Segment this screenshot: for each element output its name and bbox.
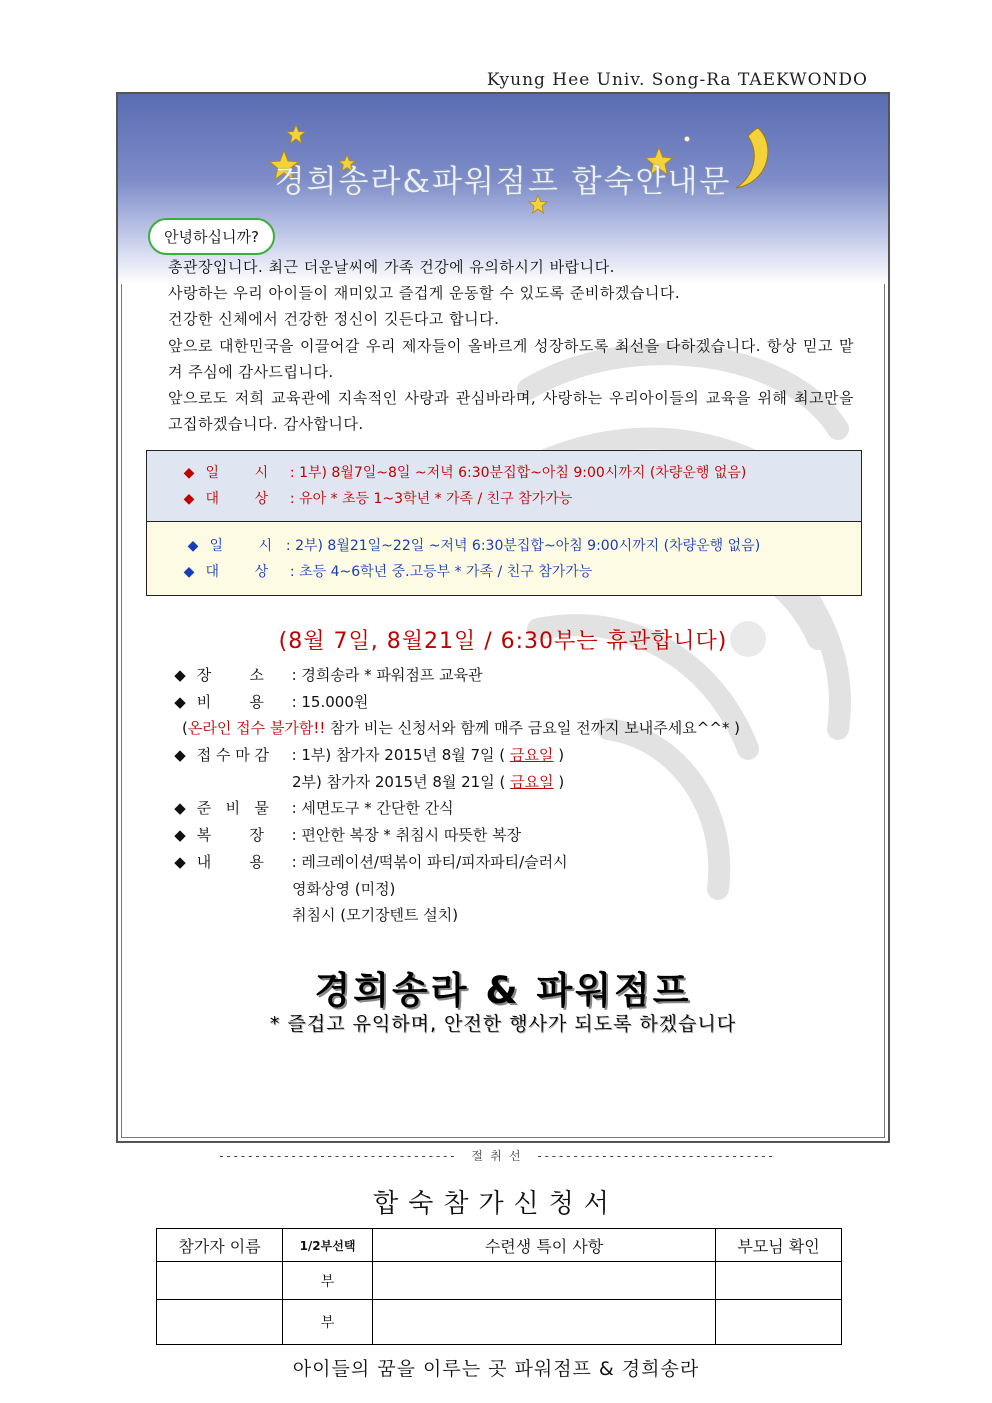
brand-name: 경희송라 & 파워점프 [314,969,692,1012]
schedule-target-value: : 유아 * 초등 1~3학년 * 가족 / 친구 참가가능 [289,491,573,507]
schedule-target-row [177,560,861,584]
content-value: : 레크레이션/떡볶이 파티/피자파티/슬러시 [291,853,568,871]
deadline-day: 금요일 [510,773,554,791]
star-icon [684,136,690,142]
intro-line: 사랑하는 우리 아이들이 재미있고 즐겁게 운동할 수 있도록 준비하겠습니다. [168,284,681,303]
schedule-part-1 [146,450,862,522]
intro-line: 앞으로 대한민국을 이끌어갈 우리 제자들이 올바르게 성장하도록 최선을 다하겠습니다. 항상 믿고 맡겨 주심에 감사드립니다. [168,336,854,381]
fee-label: 비 용 [196,693,264,711]
column-header: 수련생 특이 사항 [373,1229,716,1262]
schedule-date-row [177,461,861,485]
notes-cell[interactable] [373,1300,716,1345]
column-header: 참가자 이름 [157,1229,283,1262]
prep-row [168,797,454,818]
fee-value: : 15.000원 [291,693,369,711]
schedule-date-value: : 2부) 8월21일~22일 ~저녁 6:30분집합~아침 9:00시까지 (차량운행 없음) [285,538,761,554]
prep-label: 준 비 물 [196,799,269,817]
participant-name-cell[interactable] [157,1262,283,1300]
schedule-date-label: 일 시 [209,538,273,554]
diamond-icon: ◆ [183,564,195,580]
footer-slogan: 아이들의 꿈을 이루는 곳 파워점프 & 경희송라 [292,1358,700,1380]
content-value-3: 취침시 (모기장텐트 설치) [292,906,459,924]
star-icon [286,124,306,144]
prep-value: : 세면도구 * 간단한 간식 [291,799,454,817]
content-value-2: 영화상영 (미정) [292,880,396,898]
column-header: 1/2부선택 [283,1229,373,1262]
place-value: : 경희송라 * 파워점프 교육관 [291,666,483,684]
deadline-value-1: : 1부) 참가자 2015년 8월 7일 ( [291,746,506,764]
table-row [157,1262,842,1300]
content-row [168,851,568,872]
diamond-icon: ◆ [174,853,186,871]
schedule-target-row [177,487,861,511]
schedule-target-label: 대 상 [205,491,269,507]
page-title: 경희송라&파워점프 합숙안내문 [274,164,732,200]
closure-notice: (8월 7일, 8월21일 / 6:30부는 휴관합니다) [278,629,728,654]
schedule-part-2 [146,522,862,596]
clothes-row [168,824,521,845]
clothes-value: : 편안한 복장 * 취침시 따뜻한 복장 [291,826,522,844]
deadline-value-2: 2부) 참가자 2015년 8월 21일 ( [292,773,506,791]
fee-row [168,691,368,712]
notes-cell[interactable] [373,1262,716,1300]
deadline-row-2: 2부) 참가자 2015년 8월 21일 ( 금요일 ) [292,773,565,791]
deadline-row: ◆ 접 수 마 감 : 1부) 참가자 2015년 8월 7일 ( 금요일 ) [168,744,564,765]
cut-line-label: 절 취 선 [471,1149,521,1163]
parent-confirm-cell[interactable] [716,1262,842,1300]
diamond-icon: ◆ [174,799,186,817]
schedule-date-value: : 1부) 8월7일~8일 ~저녁 6:30분집합~아침 9:00시까지 (차량운행 없음) [289,465,747,481]
place-label: 장 소 [196,666,264,684]
part-select-cell[interactable]: 부 [283,1300,373,1345]
online-not-allowed-text: 온라인 접수 불가함!! [187,719,326,737]
fee-note: (온라인 접수 불가함!! 참가 비는 신청서와 함께 매주 금요일 전까지 보내주세요^^* ) [182,719,741,737]
schedule-date-row [181,534,861,558]
brand-tagline: * 즐겁고 유익하며, 안전한 행사가 되도록 하겠습니다 [269,1013,737,1035]
diamond-icon: ◆ [174,693,186,711]
participant-name-cell[interactable] [157,1300,283,1345]
deadline-label: 접 수 마 감 [196,746,270,764]
table-row [157,1300,842,1345]
intro-text [168,254,854,437]
schedule-target-label: 대 상 [205,564,269,580]
content-label: 내 용 [196,853,264,871]
diamond-icon: ◆ [183,465,195,481]
part-select-cell[interactable]: 부 [283,1262,373,1300]
application-form-title: 합숙참가신청서 [373,1189,619,1219]
deadline-day: 금요일 [509,746,554,764]
schedule-target-value: : 초등 4~6학년 중.고등부 * 가족 / 친구 참가가능 [289,564,593,580]
place-row [168,664,483,685]
schedule-date-label: 일 시 [205,465,269,481]
diamond-icon: ◆ [174,826,186,844]
column-header: 부모님 확인 [716,1229,842,1262]
intro-line: 건강한 신체에서 건강한 정신이 깃든다고 합니다. [168,310,500,329]
diamond-icon: ◆ [183,491,195,507]
diamond-icon: ◆ [174,746,186,764]
table-header-row [157,1229,842,1262]
notice-frame [116,92,890,1143]
clothes-label: 복 장 [196,826,264,844]
parent-confirm-cell[interactable] [716,1300,842,1345]
application-table [156,1228,842,1345]
diamond-icon: ◆ [187,538,199,554]
intro-line: 총관장입니다. 최근 더운날씨에 가족 건강에 유의하시기 바랍니다. [168,258,615,276]
intro-line: 앞으로도 저희 교육관에 지속적인 사랑과 관심바라며, 사랑하는 우리아이들의 교육을 위해 최고만을 고집하겠습니다. 감사합니다. [168,389,854,434]
org-header: Kyung Hee Univ. Song-Ra TAEKWONDO [486,70,868,90]
greeting-badge: 안녕하십니까? [148,218,275,255]
diamond-icon: ◆ [174,666,186,684]
cut-line: --------------------------------- 절 취 선 --------------------------------- [217,1149,775,1163]
